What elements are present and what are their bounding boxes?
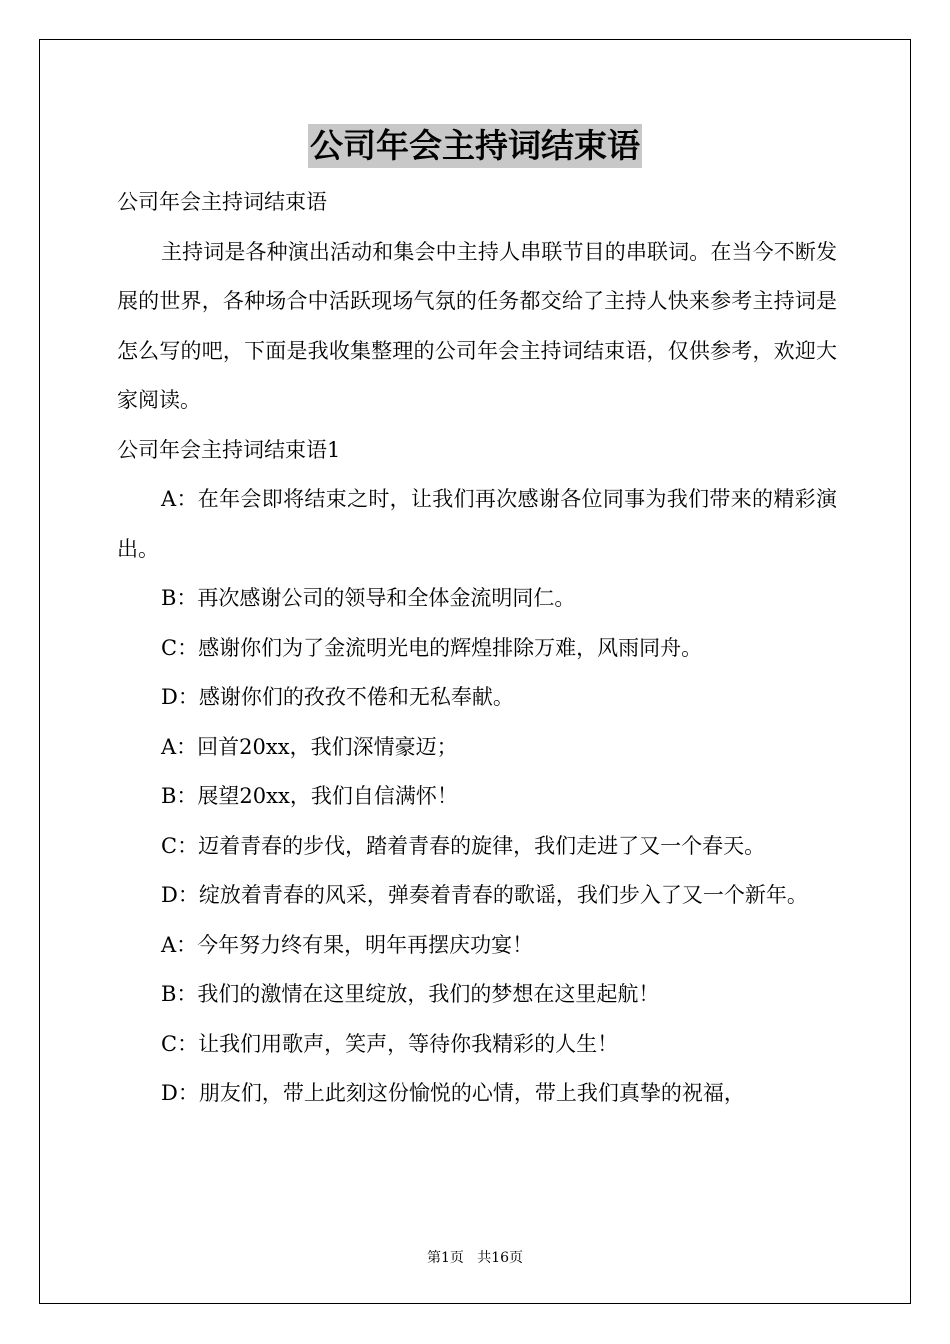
page-footer: 第1页 共16页 [426, 1250, 524, 1266]
paragraph: D：感谢你们的孜孜不倦和无私奉献。 [161, 685, 514, 709]
paragraph: 公司年会主持词结束语 [117, 190, 327, 214]
paragraph: 主持词是各种演出活动和集会中主持人串联节目的串联词。在当今不断发展的世界，各种场合中活跃现场气氛的任务都交给了主持人快来参考主持词是怎么写的吧，下面是我收集整理的公司年会主持词结束语，仅供参考，欢迎大家阅读。 [117, 239, 837, 412]
paragraph: C：让我们用歌声，笑声，等待你我精彩的人生！ [161, 1031, 619, 1056]
document-body [117, 178, 837, 1119]
paragraph: D：绽放着青春的风采，弹奏着青春的歌谣，我们步入了又一个新年。 [161, 883, 808, 907]
paragraph: 公司年会主持词结束语1 [117, 437, 341, 462]
paragraph: B：再次感谢公司的领导和全体金流明同仁。 [161, 586, 576, 610]
title-container [0, 124, 950, 168]
paragraph: A：回首20xx，我们深情豪迈； [161, 734, 458, 759]
paragraph: A：今年努力终有果，明年再摆庆功宴！ [161, 932, 534, 957]
paragraph: A：在年会即将结束之时，让我们再次感谢各位同事为我们带来的精彩演出。 [117, 487, 837, 561]
paragraph: B：展望20xx，我们自信满怀！ [161, 784, 458, 808]
paragraph: C：迈着青春的步伐，踏着青春的旋律，我们走进了又一个春天。 [161, 833, 766, 858]
paragraph: D：朋友们，带上此刻这份愉悦的心情，带上我们真挚的祝福， [161, 1081, 745, 1105]
document-title: 公司年会主持词结束语 [308, 124, 642, 168]
paragraph: B：我们的激情在这里绽放，我们的梦想在这里起航！ [161, 982, 660, 1006]
paragraph: C：感谢你们为了金流明光电的辉煌排除万难，风雨同舟。 [161, 635, 703, 660]
